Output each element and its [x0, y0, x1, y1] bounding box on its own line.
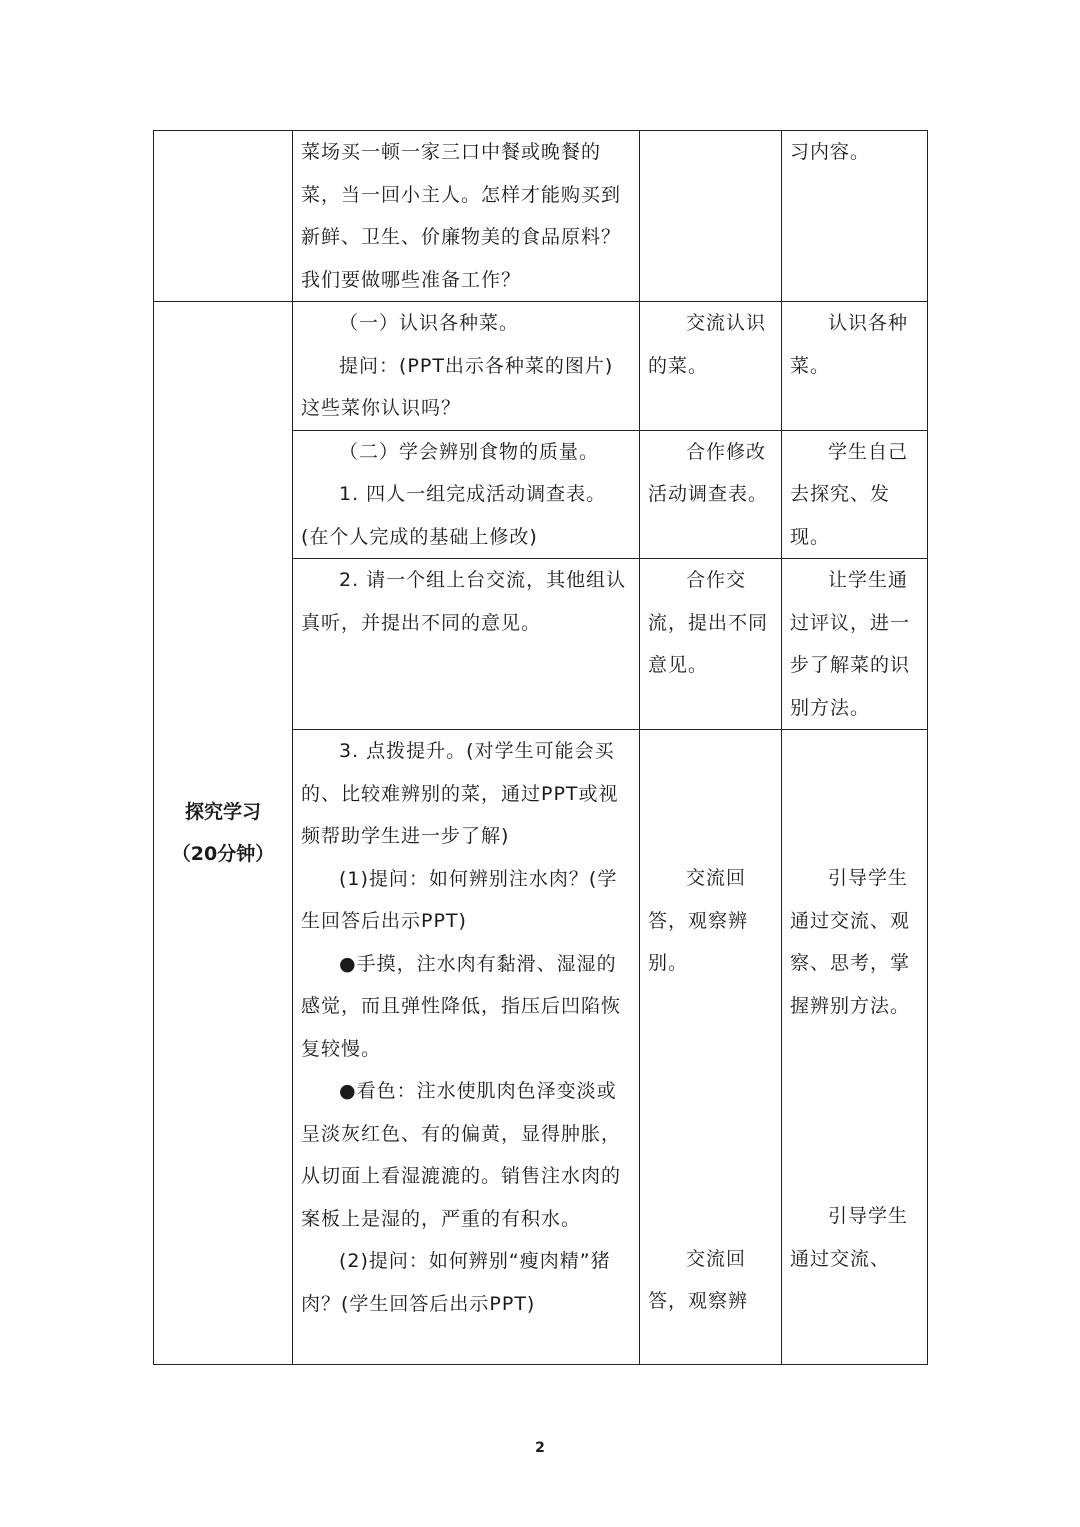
lesson-plan-table [153, 130, 928, 1365]
student-activity-cell [640, 302, 782, 431]
activity-title: （一）认识各种菜。 [339, 312, 520, 334]
purpose-text: 让学生通过评议，进一步了解菜的识别方法。 [790, 569, 911, 719]
design-purpose-cell [782, 559, 928, 730]
table-row [154, 302, 928, 431]
student-text: 合作修改活动调查表。 [648, 440, 769, 505]
section-cell-empty [154, 131, 293, 302]
student-activity-cell [640, 131, 782, 302]
section-label: 探究学习 [184, 801, 261, 823]
activity-text: 1. 四人一组完成活动调查表。(在个人完成的基础上修改) [301, 483, 607, 548]
purpose-text: 引导学生通过交流、 [790, 1205, 909, 1270]
activity-text: 提问：(PPT出示各种菜的图片)这些菜你认识吗？ [301, 354, 614, 419]
bullet-text: ●手摸，注水肉有黏滑、湿湿的感觉，而且弹性降低，指压后凹陷恢复较慢。 [301, 952, 622, 1060]
design-purpose-cell [782, 131, 928, 302]
activity-text: 2. 请一个组上台交流，其他组认真听，并提出不同的意见。 [301, 569, 627, 634]
purpose-text: 引导学生通过交流、观察、思考，掌握辨别方法。 [790, 867, 911, 1017]
student-activity-cell [640, 430, 782, 559]
table-row [154, 131, 928, 302]
student-text: 交流回答，观察辨 [648, 1247, 749, 1312]
bullet-text: ●看色：注水使肌肉色泽变淡或呈淡灰红色、有的偏黄，显得肿胀，从切面上看湿漉漉的。销售注水肉的案板上是湿的，严重的有积水。 [301, 1080, 622, 1230]
teacher-activity-cell [293, 302, 640, 431]
student-text: 合作交流，提出不同意见。 [648, 569, 769, 676]
purpose-text: 学生自己去探究、发现。 [790, 440, 909, 548]
student-activity-cell [640, 559, 782, 730]
section-duration: （20分钟） [171, 843, 275, 865]
teacher-activity-cell [293, 430, 640, 559]
purpose-text: 习内容。 [790, 141, 871, 163]
teacher-activity-cell [293, 131, 640, 302]
teacher-activity-cell [293, 730, 640, 1365]
student-activity-cell [640, 730, 782, 1365]
student-text: 交流回答，观察辨别。 [648, 867, 749, 974]
page-number: 2 [535, 1440, 545, 1456]
activity-text: 菜场买一顿一家三口中餐或晚餐的菜，当一回小主人。怎样才能购买到新鲜、卫生、价廉物美的食品原料？我们要做哪些准备工作？ [301, 141, 622, 291]
design-purpose-cell [782, 730, 928, 1365]
activity-text: 3. 点拨提升。(对学生可能会买的、比较难辨别的菜，通过PPT或视频帮助学生进一步了解) [301, 740, 619, 847]
design-purpose-cell [782, 430, 928, 559]
design-purpose-cell [782, 302, 928, 431]
question-text: (1)提问：如何辨别注水肉？(学生回答后出示PPT) [301, 867, 618, 932]
student-text: 交流认识的菜。 [648, 312, 767, 377]
question-text: (2)提问：如何辨别“瘦肉精”猪肉？(学生回答后出示PPT) [301, 1250, 611, 1315]
section-label-cell [154, 302, 293, 1365]
purpose-text: 认识各种菜。 [790, 312, 909, 377]
activity-title: （二）学会辨别食物的质量。 [339, 440, 600, 463]
teacher-activity-cell [293, 559, 640, 730]
